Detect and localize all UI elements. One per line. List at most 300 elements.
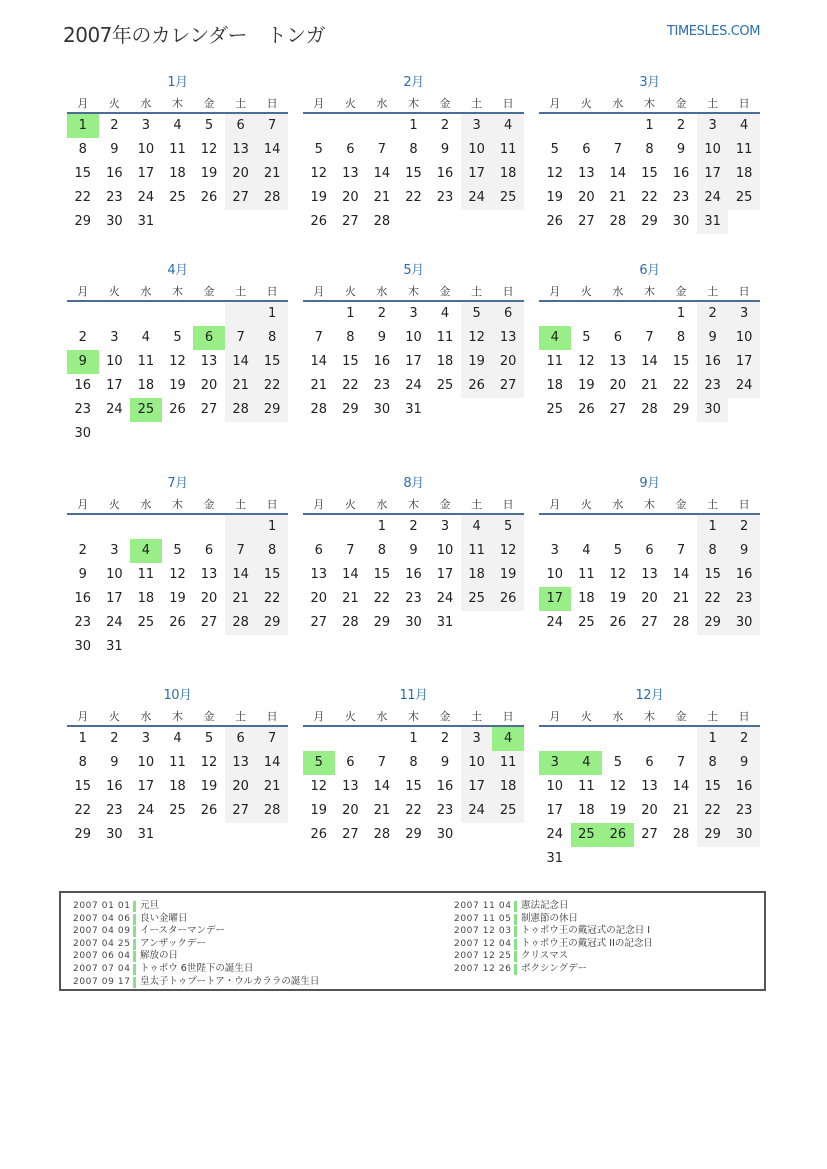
day-cell[interactable]: 24: [546, 615, 564, 630]
day-cell[interactable]: 30: [74, 426, 92, 441]
day-cell[interactable]: 10: [137, 755, 155, 770]
day-cell[interactable]: 10: [728, 326, 760, 350]
day-cell[interactable]: 26: [546, 214, 564, 229]
day-cell[interactable]: 27: [310, 615, 328, 630]
day-cell[interactable]: 13: [342, 166, 359, 181]
day-cell[interactable]: 29: [697, 611, 729, 635]
day-cell[interactable]: 29: [74, 214, 92, 229]
day-cell[interactable]: 31: [106, 639, 123, 654]
day-cell[interactable]: 24: [137, 803, 155, 818]
day-cell[interactable]: 12: [546, 166, 564, 181]
day-cell[interactable]: 1: [67, 114, 99, 138]
day-cell[interactable]: 23: [672, 190, 690, 205]
day-cell[interactable]: 20: [609, 378, 627, 393]
day-cell[interactable]: 29: [641, 214, 658, 229]
day-cell[interactable]: 9: [377, 330, 387, 345]
day-cell[interactable]: 14: [373, 166, 391, 181]
day-cell[interactable]: 3: [141, 118, 151, 133]
day-cell[interactable]: 26: [461, 374, 493, 398]
day-cell[interactable]: 25: [571, 823, 603, 847]
day-cell[interactable]: 27: [342, 827, 359, 842]
day-cell[interactable]: 15: [697, 775, 729, 799]
day-cell[interactable]: 27: [225, 799, 257, 823]
day-cell[interactable]: 1: [409, 731, 418, 746]
day-cell[interactable]: 6: [645, 755, 654, 770]
day-cell[interactable]: 21: [373, 190, 391, 205]
day-cell[interactable]: 8: [256, 326, 288, 350]
day-cell[interactable]: 1: [697, 515, 729, 539]
day-cell[interactable]: 21: [641, 378, 658, 393]
day-cell[interactable]: 2: [728, 515, 760, 539]
day-cell[interactable]: 21: [225, 374, 257, 398]
day-cell[interactable]: 8: [346, 330, 355, 345]
day-cell[interactable]: 4: [571, 751, 603, 775]
day-cell[interactable]: 11: [137, 567, 155, 582]
day-cell[interactable]: 4: [492, 727, 524, 751]
day-cell[interactable]: 27: [578, 214, 595, 229]
day-cell[interactable]: 12: [310, 166, 328, 181]
day-cell[interactable]: 8: [256, 539, 288, 563]
day-cell[interactable]: 15: [342, 354, 359, 369]
day-cell[interactable]: 27: [342, 214, 359, 229]
day-cell[interactable]: 3: [728, 302, 760, 326]
day-cell[interactable]: 15: [74, 779, 92, 794]
day-cell[interactable]: 23: [728, 587, 760, 611]
day-cell[interactable]: 2: [440, 118, 450, 133]
day-cell[interactable]: 2: [78, 330, 87, 345]
day-cell[interactable]: 22: [74, 190, 92, 205]
day-cell[interactable]: 12: [310, 779, 328, 794]
day-cell[interactable]: 25: [130, 398, 162, 422]
day-cell[interactable]: 12: [492, 539, 524, 563]
day-cell[interactable]: 8: [409, 142, 418, 157]
day-cell[interactable]: 22: [74, 803, 92, 818]
day-cell[interactable]: 27: [225, 186, 257, 210]
day-cell[interactable]: 18: [137, 591, 155, 606]
day-cell[interactable]: 16: [106, 779, 123, 794]
day-cell[interactable]: 11: [492, 751, 524, 775]
day-cell[interactable]: 30: [405, 615, 422, 630]
day-cell[interactable]: 26: [609, 615, 627, 630]
day-cell[interactable]: 7: [225, 326, 257, 350]
day-cell[interactable]: 7: [346, 543, 355, 558]
day-cell[interactable]: 7: [676, 543, 686, 558]
day-cell[interactable]: 19: [200, 166, 218, 181]
day-cell[interactable]: 9: [697, 326, 729, 350]
day-cell[interactable]: 15: [256, 563, 288, 587]
day-cell[interactable]: 1: [346, 306, 355, 321]
day-cell[interactable]: 28: [373, 827, 391, 842]
day-cell[interactable]: 27: [641, 827, 658, 842]
day-cell[interactable]: 31: [137, 827, 155, 842]
day-cell[interactable]: 20: [578, 190, 595, 205]
day-cell[interactable]: 5: [173, 330, 182, 345]
day-cell[interactable]: 5: [550, 142, 559, 157]
day-cell[interactable]: 18: [578, 803, 595, 818]
day-cell[interactable]: 29: [405, 827, 422, 842]
day-cell[interactable]: 12: [609, 779, 627, 794]
day-cell[interactable]: 28: [225, 611, 257, 635]
day-cell[interactable]: 4: [141, 330, 151, 345]
day-cell[interactable]: 31: [546, 851, 564, 866]
day-cell[interactable]: 22: [256, 587, 288, 611]
day-cell[interactable]: 1: [697, 727, 729, 751]
day-cell[interactable]: 15: [672, 354, 690, 369]
day-cell[interactable]: 7: [613, 142, 623, 157]
day-cell[interactable]: 3: [697, 114, 729, 138]
day-cell[interactable]: 18: [169, 166, 186, 181]
day-cell[interactable]: 24: [106, 615, 123, 630]
day-cell[interactable]: 18: [461, 563, 493, 587]
day-cell[interactable]: 2: [676, 118, 686, 133]
day-cell[interactable]: 23: [74, 615, 92, 630]
day-cell[interactable]: 12: [461, 326, 493, 350]
day-cell[interactable]: 23: [436, 190, 454, 205]
day-cell[interactable]: 28: [672, 827, 690, 842]
day-cell[interactable]: 19: [310, 803, 328, 818]
day-cell[interactable]: 18: [578, 591, 595, 606]
day-cell[interactable]: 9: [440, 142, 450, 157]
day-cell[interactable]: 1: [676, 306, 686, 321]
day-cell[interactable]: 22: [405, 803, 422, 818]
day-cell[interactable]: 8: [676, 330, 686, 345]
day-cell[interactable]: 18: [546, 378, 564, 393]
day-cell[interactable]: 28: [310, 402, 328, 417]
day-cell[interactable]: 5: [582, 330, 591, 345]
day-cell[interactable]: 21: [342, 591, 359, 606]
day-cell[interactable]: 9: [78, 567, 87, 582]
day-cell[interactable]: 8: [697, 539, 729, 563]
day-cell[interactable]: 7: [676, 755, 686, 770]
day-cell[interactable]: 30: [106, 214, 123, 229]
day-cell[interactable]: 2: [697, 302, 729, 326]
day-cell[interactable]: 4: [728, 114, 760, 138]
day-cell[interactable]: 7: [225, 539, 257, 563]
day-cell[interactable]: 16: [728, 775, 760, 799]
day-cell[interactable]: 20: [200, 591, 218, 606]
day-cell[interactable]: 24: [405, 378, 422, 393]
day-cell[interactable]: 12: [609, 567, 627, 582]
day-cell[interactable]: 2: [377, 306, 387, 321]
day-cell[interactable]: 14: [256, 751, 288, 775]
day-cell[interactable]: 22: [405, 190, 422, 205]
day-cell[interactable]: 6: [492, 302, 524, 326]
day-cell[interactable]: 18: [169, 779, 186, 794]
day-cell[interactable]: 15: [641, 166, 658, 181]
day-cell[interactable]: 29: [672, 402, 690, 417]
day-cell[interactable]: 14: [256, 138, 288, 162]
day-cell[interactable]: 12: [200, 142, 218, 157]
day-cell[interactable]: 24: [546, 827, 564, 842]
day-cell[interactable]: 10: [546, 567, 564, 582]
day-cell[interactable]: 5: [613, 755, 623, 770]
day-cell[interactable]: 3: [141, 731, 151, 746]
day-cell[interactable]: 10: [461, 751, 493, 775]
day-cell[interactable]: 4: [461, 515, 493, 539]
day-cell[interactable]: 15: [697, 563, 729, 587]
day-cell[interactable]: 28: [342, 615, 359, 630]
day-cell[interactable]: 10: [697, 138, 729, 162]
day-cell[interactable]: 23: [373, 378, 391, 393]
day-cell[interactable]: 8: [645, 142, 654, 157]
day-cell[interactable]: 29: [697, 823, 729, 847]
day-cell[interactable]: 29: [74, 827, 92, 842]
day-cell[interactable]: 31: [436, 615, 454, 630]
day-cell[interactable]: 26: [310, 827, 328, 842]
day-cell[interactable]: 7: [377, 755, 387, 770]
day-cell[interactable]: 5: [314, 142, 323, 157]
day-cell[interactable]: 26: [602, 823, 634, 847]
day-cell[interactable]: 6: [613, 330, 623, 345]
day-cell[interactable]: 6: [204, 543, 214, 558]
day-cell[interactable]: 23: [697, 374, 729, 398]
day-cell[interactable]: 27: [492, 374, 524, 398]
day-cell[interactable]: 5: [204, 118, 214, 133]
day-cell[interactable]: 14: [310, 354, 328, 369]
day-cell[interactable]: 11: [578, 567, 595, 582]
day-cell[interactable]: 4: [130, 539, 162, 563]
day-cell[interactable]: 13: [609, 354, 627, 369]
day-cell[interactable]: 26: [200, 803, 218, 818]
day-cell[interactable]: 3: [440, 519, 450, 534]
day-cell[interactable]: 6: [225, 727, 257, 751]
day-cell[interactable]: 20: [641, 803, 658, 818]
day-cell[interactable]: 16: [697, 350, 729, 374]
day-cell[interactable]: 19: [461, 350, 493, 374]
day-cell[interactable]: 20: [492, 350, 524, 374]
day-cell[interactable]: 11: [436, 330, 454, 345]
day-cell[interactable]: 22: [256, 374, 288, 398]
day-cell[interactable]: 8: [409, 755, 418, 770]
day-cell[interactable]: 24: [137, 190, 155, 205]
day-cell[interactable]: 8: [697, 751, 729, 775]
day-cell[interactable]: 19: [578, 378, 595, 393]
day-cell[interactable]: 14: [225, 563, 257, 587]
day-cell[interactable]: 10: [405, 330, 422, 345]
day-cell[interactable]: 28: [672, 615, 690, 630]
day-cell[interactable]: 27: [641, 615, 658, 630]
day-cell[interactable]: 28: [256, 186, 288, 210]
day-cell[interactable]: 14: [342, 567, 359, 582]
day-cell[interactable]: 26: [169, 615, 186, 630]
day-cell[interactable]: 30: [436, 827, 454, 842]
day-cell[interactable]: 20: [342, 190, 359, 205]
day-cell[interactable]: 27: [200, 615, 218, 630]
day-cell[interactable]: 17: [436, 567, 454, 582]
day-cell[interactable]: 17: [461, 775, 493, 799]
day-cell[interactable]: 16: [106, 166, 123, 181]
day-cell[interactable]: 17: [539, 587, 571, 611]
day-cell[interactable]: 17: [106, 591, 123, 606]
day-cell[interactable]: 3: [110, 330, 119, 345]
day-cell[interactable]: 6: [193, 326, 225, 350]
day-cell[interactable]: 26: [578, 402, 595, 417]
day-cell[interactable]: 4: [492, 114, 524, 138]
day-cell[interactable]: 3: [550, 543, 559, 558]
day-cell[interactable]: 22: [697, 587, 729, 611]
day-cell[interactable]: 30: [697, 398, 729, 422]
day-cell[interactable]: 14: [672, 567, 690, 582]
day-cell[interactable]: 7: [256, 727, 288, 751]
day-cell[interactable]: 1: [409, 118, 418, 133]
day-cell[interactable]: 2: [78, 543, 87, 558]
day-cell[interactable]: 25: [169, 803, 186, 818]
day-cell[interactable]: 25: [436, 378, 454, 393]
day-cell[interactable]: 12: [169, 354, 186, 369]
day-cell[interactable]: 2: [110, 118, 119, 133]
day-cell[interactable]: 28: [641, 402, 658, 417]
day-cell[interactable]: 24: [697, 186, 729, 210]
day-cell[interactable]: 24: [106, 402, 123, 417]
day-cell[interactable]: 28: [225, 398, 257, 422]
day-cell[interactable]: 7: [314, 330, 323, 345]
day-cell[interactable]: 11: [137, 354, 155, 369]
day-cell[interactable]: 21: [225, 587, 257, 611]
day-cell[interactable]: 19: [609, 591, 627, 606]
day-cell[interactable]: 20: [225, 162, 257, 186]
day-cell[interactable]: 24: [461, 186, 493, 210]
day-cell[interactable]: 2: [728, 727, 760, 751]
day-cell[interactable]: 11: [546, 354, 564, 369]
day-cell[interactable]: 21: [310, 378, 328, 393]
day-cell[interactable]: 13: [342, 779, 359, 794]
day-cell[interactable]: 1: [377, 519, 387, 534]
day-cell[interactable]: 25: [492, 186, 524, 210]
day-cell[interactable]: 20: [310, 591, 328, 606]
day-cell[interactable]: 22: [373, 591, 391, 606]
day-cell[interactable]: 5: [303, 751, 335, 775]
day-cell[interactable]: 2: [110, 731, 119, 746]
day-cell[interactable]: 23: [106, 190, 123, 205]
day-cell[interactable]: 18: [492, 775, 524, 799]
day-cell[interactable]: 17: [137, 779, 155, 794]
day-cell[interactable]: 20: [225, 775, 257, 799]
day-cell[interactable]: 16: [373, 354, 391, 369]
day-cell[interactable]: 15: [405, 166, 422, 181]
day-cell[interactable]: 3: [539, 751, 571, 775]
day-cell[interactable]: 17: [106, 378, 123, 393]
day-cell[interactable]: 12: [169, 567, 186, 582]
day-cell[interactable]: 9: [409, 543, 418, 558]
day-cell[interactable]: 16: [74, 378, 92, 393]
day-cell[interactable]: 9: [67, 350, 99, 374]
day-cell[interactable]: 25: [492, 799, 524, 823]
day-cell[interactable]: 31: [137, 214, 155, 229]
day-cell[interactable]: 22: [342, 378, 359, 393]
day-cell[interactable]: 22: [672, 378, 690, 393]
day-cell[interactable]: 3: [409, 306, 418, 321]
day-cell[interactable]: 15: [256, 350, 288, 374]
day-cell[interactable]: 19: [546, 190, 564, 205]
day-cell[interactable]: 11: [578, 779, 595, 794]
day-cell[interactable]: 17: [697, 162, 729, 186]
day-cell[interactable]: 13: [200, 354, 218, 369]
day-cell[interactable]: 7: [645, 330, 654, 345]
day-cell[interactable]: 6: [346, 755, 355, 770]
day-cell[interactable]: 13: [578, 166, 595, 181]
day-cell[interactable]: 6: [645, 543, 654, 558]
day-cell[interactable]: 14: [672, 779, 690, 794]
day-cell[interactable]: 4: [440, 306, 450, 321]
day-cell[interactable]: 31: [697, 210, 729, 234]
day-cell[interactable]: 3: [461, 727, 493, 751]
day-cell[interactable]: 5: [204, 731, 214, 746]
day-cell[interactable]: 13: [310, 567, 328, 582]
day-cell[interactable]: 16: [436, 166, 454, 181]
day-cell[interactable]: 4: [173, 118, 182, 133]
day-cell[interactable]: 9: [728, 539, 760, 563]
day-cell[interactable]: 13: [200, 567, 218, 582]
day-cell[interactable]: 19: [492, 563, 524, 587]
day-cell[interactable]: 20: [342, 803, 359, 818]
day-cell[interactable]: 20: [641, 591, 658, 606]
day-cell[interactable]: 1: [78, 731, 87, 746]
day-cell[interactable]: 2: [440, 731, 450, 746]
day-cell[interactable]: 18: [492, 162, 524, 186]
day-cell[interactable]: 29: [256, 398, 288, 422]
day-cell[interactable]: 23: [436, 803, 454, 818]
day-cell[interactable]: 27: [200, 402, 218, 417]
day-cell[interactable]: 1: [645, 118, 654, 133]
day-cell[interactable]: 5: [613, 543, 623, 558]
day-cell[interactable]: 25: [169, 190, 186, 205]
day-cell[interactable]: 26: [310, 214, 328, 229]
day-cell[interactable]: 17: [546, 803, 564, 818]
day-cell[interactable]: 16: [728, 563, 760, 587]
day-cell[interactable]: 13: [225, 751, 257, 775]
day-cell[interactable]: 28: [609, 214, 627, 229]
day-cell[interactable]: 26: [200, 190, 218, 205]
day-cell[interactable]: 26: [169, 402, 186, 417]
day-cell[interactable]: 5: [492, 515, 524, 539]
day-cell[interactable]: 30: [672, 214, 690, 229]
day-cell[interactable]: 11: [169, 142, 186, 157]
day-cell[interactable]: 14: [609, 166, 627, 181]
day-cell[interactable]: 25: [578, 615, 595, 630]
day-cell[interactable]: 23: [405, 591, 422, 606]
day-cell[interactable]: 17: [137, 166, 155, 181]
day-cell[interactable]: 19: [169, 591, 186, 606]
day-cell[interactable]: 1: [256, 302, 288, 326]
day-cell[interactable]: 20: [200, 378, 218, 393]
day-cell[interactable]: 18: [137, 378, 155, 393]
day-cell[interactable]: 10: [137, 142, 155, 157]
day-cell[interactable]: 10: [546, 779, 564, 794]
day-cell[interactable]: 3: [461, 114, 493, 138]
day-cell[interactable]: 9: [110, 755, 119, 770]
day-cell[interactable]: 5: [173, 543, 182, 558]
day-cell[interactable]: 25: [728, 186, 760, 210]
day-cell[interactable]: 13: [225, 138, 257, 162]
day-cell[interactable]: 30: [373, 402, 391, 417]
day-cell[interactable]: 6: [346, 142, 355, 157]
day-cell[interactable]: 29: [256, 611, 288, 635]
day-cell[interactable]: 10: [436, 543, 454, 558]
site-name[interactable]: TIMESLES.COM: [667, 24, 761, 39]
day-cell[interactable]: 23: [728, 799, 760, 823]
day-cell[interactable]: 9: [110, 142, 119, 157]
day-cell[interactable]: 4: [173, 731, 182, 746]
day-cell[interactable]: 24: [728, 374, 760, 398]
day-cell[interactable]: 31: [405, 402, 422, 417]
day-cell[interactable]: 14: [225, 350, 257, 374]
day-cell[interactable]: 22: [641, 190, 658, 205]
day-cell[interactable]: 9: [440, 755, 450, 770]
day-cell[interactable]: 28: [256, 799, 288, 823]
day-cell[interactable]: 19: [609, 803, 627, 818]
day-cell[interactable]: 9: [728, 751, 760, 775]
day-cell[interactable]: 16: [405, 567, 422, 582]
